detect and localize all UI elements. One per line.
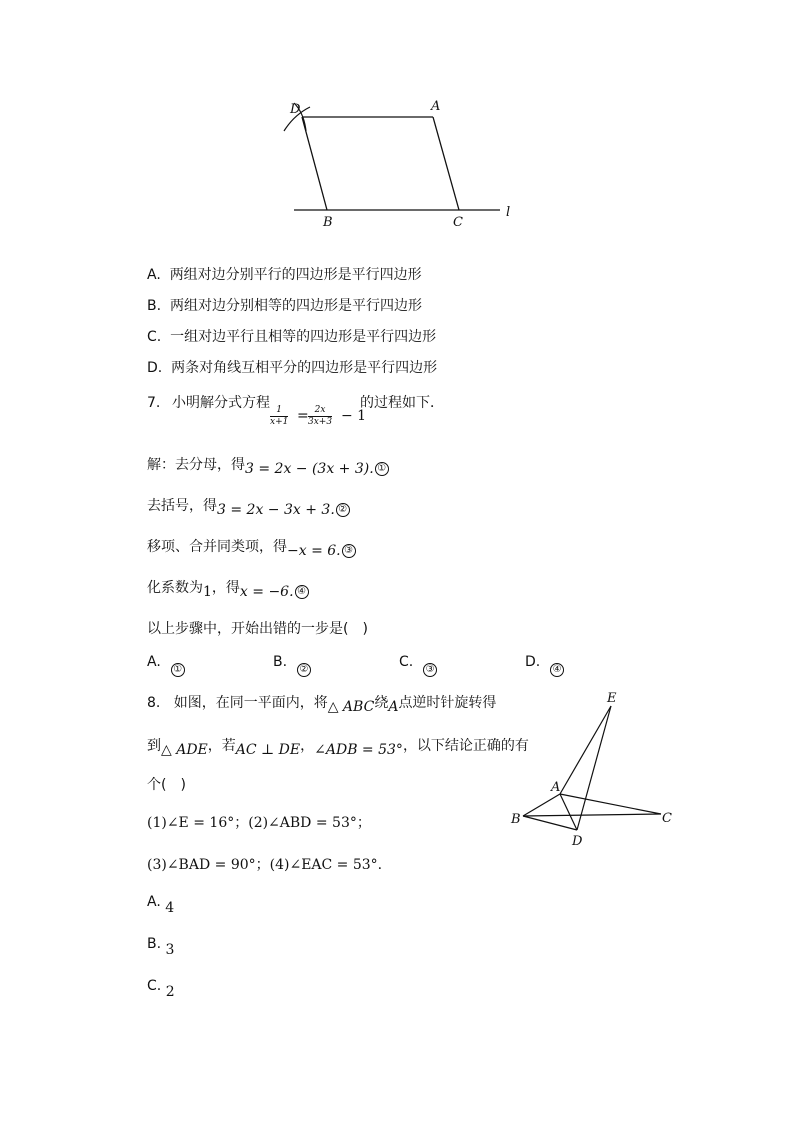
option-letter: A. <box>147 267 161 283</box>
q8-conditions-2: (3)∠BAD = 90°；(4)∠EAC = 53°. <box>147 857 383 873</box>
step-math: 3 = 2x − 3x + 3. <box>217 502 335 518</box>
q8-text: ， <box>300 738 315 754</box>
q8-text: ，以下结论正确的有 <box>402 738 529 754</box>
segment-AC <box>560 794 661 814</box>
fraction-denominator: 3x+3 <box>308 417 333 427</box>
q8-text: ，若 <box>207 738 236 754</box>
step-marker: ④ <box>295 585 309 599</box>
option-letter: D. <box>525 654 541 670</box>
parallelogram-figure <box>270 95 530 235</box>
q7-option-c[interactable] <box>399 653 437 673</box>
q8-option-b[interactable] <box>147 935 175 958</box>
step-math: −x = 6. <box>287 543 341 559</box>
q8-text: 点逆时针旋转得 <box>398 695 497 711</box>
option-letter: B. <box>147 298 162 314</box>
q8-math: AC ⊥ DE <box>235 742 301 758</box>
option-text: 一组对边平行且相等的四边形是平行四边形 <box>170 329 437 345</box>
q8-conditions-1: (1)∠E = 16°；(2)∠ABD = 53°； <box>147 815 371 831</box>
q8-option-a[interactable] <box>147 893 175 916</box>
option-letter: A. <box>147 894 161 910</box>
q7-step-4 <box>147 579 309 599</box>
q7-option-d[interactable] <box>525 653 564 673</box>
q8-number: 8. <box>147 695 161 711</box>
option-letter: C. <box>399 654 414 670</box>
q6-option-b[interactable] <box>147 297 422 315</box>
option-letter: C. <box>147 329 162 345</box>
q8-text: 绕 <box>374 695 389 711</box>
label-D: D <box>290 102 301 117</box>
fraction-numerator: 2x <box>308 405 332 417</box>
option-marker: ② <box>297 663 311 677</box>
q7-question: 以上步骤中，开始出错的一步是( ) <box>147 621 368 637</box>
label-C: C <box>662 811 672 826</box>
q7-option-a[interactable] <box>147 653 185 673</box>
step-math: 3 = 2x − (3x + 3). <box>245 461 374 477</box>
step-marker: ③ <box>342 544 356 558</box>
segment-AD <box>560 794 577 830</box>
q8-math: △ ABC <box>327 699 375 715</box>
option-value: 3 <box>165 942 175 958</box>
q8-line-2 <box>147 737 529 758</box>
fraction-denominator: x+1 <box>270 417 289 427</box>
q8-math: △ ADE <box>161 742 208 758</box>
q7-step-3 <box>147 538 356 558</box>
fraction-numerator: 1 <box>270 405 288 417</box>
option-letter: B. <box>147 936 162 952</box>
q7-stem-before: 小明解分式方程 <box>172 395 270 411</box>
q7-minus-one: − 1 <box>341 408 367 424</box>
label-E: E <box>607 691 617 706</box>
segment-DE <box>577 706 611 830</box>
step-math: 1 <box>203 584 212 600</box>
label-D: D <box>572 834 583 849</box>
step-math: x = −6. <box>239 584 294 600</box>
option-marker: ④ <box>550 663 564 677</box>
option-letter: B. <box>273 654 288 670</box>
option-letter: D. <box>147 360 163 376</box>
step-marker: ① <box>375 462 389 476</box>
step-marker: ② <box>336 503 350 517</box>
step-text: 化系数为 <box>147 580 203 596</box>
label-l: l <box>506 205 511 220</box>
q8-text: 如图，在同一平面内，将 <box>173 695 328 711</box>
rotation-figure <box>505 690 685 850</box>
q7-option-b[interactable] <box>273 653 311 673</box>
q6-option-c[interactable] <box>147 328 436 346</box>
step-text: 移项、合并同类项，得 <box>147 539 287 555</box>
segment-BD <box>523 816 577 830</box>
option-value: 2 <box>165 984 175 1000</box>
q7-equals: = <box>297 408 309 424</box>
option-marker: ③ <box>423 663 437 677</box>
q7-stem-after: 的过程如下． <box>360 395 444 411</box>
q7-step-1 <box>147 456 389 476</box>
option-text: 两组对边分别平行的四边形是平行四边形 <box>169 267 422 283</box>
segment-AB <box>523 794 560 816</box>
option-value: 4 <box>165 900 175 916</box>
option-text: 两组对边分别相等的四边形是平行四边形 <box>169 298 422 314</box>
step-text: 去括号，得 <box>147 498 217 514</box>
q8-line-1 <box>147 694 497 715</box>
segment-AE <box>560 706 611 794</box>
label-C: C <box>453 215 463 230</box>
q7-fraction-1 <box>270 405 288 428</box>
option-letter: C. <box>147 978 162 994</box>
step-text: ，得 <box>211 580 240 596</box>
q8-math: A <box>388 699 399 715</box>
q8-text: 到 <box>147 738 161 754</box>
segment-BC <box>523 814 661 816</box>
label-A: A <box>431 99 441 114</box>
q8-option-c[interactable] <box>147 977 175 1000</box>
option-letter: A. <box>147 654 161 670</box>
step-text: 解：去分母，得 <box>147 457 245 473</box>
label-B: B <box>323 215 333 230</box>
segment-AC <box>433 117 459 210</box>
q7-fraction-2 <box>308 405 332 428</box>
q6-option-a[interactable] <box>147 266 422 284</box>
label-A: A <box>551 780 561 795</box>
option-marker: ① <box>171 663 185 677</box>
q8-math: ∠ADB = 53° <box>314 742 403 758</box>
q7-number: 7. <box>147 395 161 411</box>
q6-option-d[interactable] <box>147 359 437 377</box>
label-B: B <box>511 812 521 827</box>
q7-step-2 <box>147 497 350 517</box>
q8-line-3: 个( ) <box>147 777 186 793</box>
option-text: 两条对角线互相平分的四边形是平行四边形 <box>171 360 438 376</box>
